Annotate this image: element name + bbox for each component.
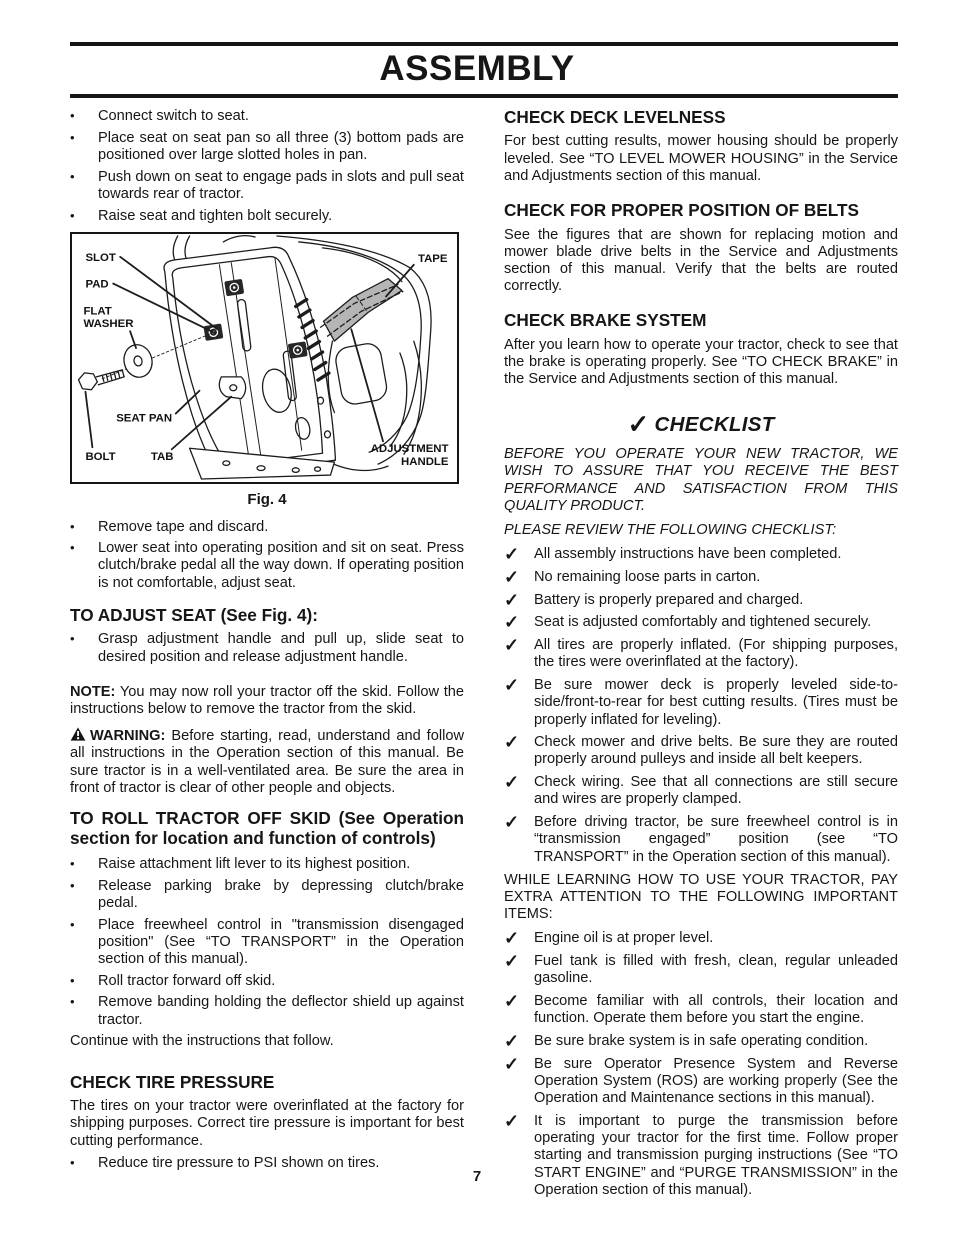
figure-label-pad: PAD	[85, 278, 109, 291]
left-column	[70, 108, 464, 1176]
header-rule-top	[70, 42, 898, 46]
check-icon: ✓	[627, 408, 650, 439]
header-rule-bottom	[70, 94, 898, 98]
seat-install-steps	[70, 108, 464, 225]
list-item-text: Raise attachment lift lever to its highest position.	[98, 855, 411, 872]
heading-roll-off-skid: TO ROLL TRACTOR OFF SKID (See Operation section for location and function of controls)	[70, 808, 464, 848]
checklist-item	[504, 589, 898, 610]
checklist-item-text: Be sure brake system is in safe operating condition.	[534, 1033, 869, 1050]
warning-icon	[70, 727, 86, 741]
list-item-text: Connect switch to seat.	[98, 108, 249, 124]
note-paragraph	[70, 684, 464, 718]
checklist-item	[504, 566, 898, 587]
checklist-title	[504, 409, 898, 440]
check-icon: ✓	[504, 772, 520, 793]
checklist-item-text: Engine oil is at proper level.	[534, 930, 714, 947]
checklist-item	[504, 814, 898, 866]
checklist-items-2	[504, 930, 898, 1199]
figure-caption: Fig. 4	[247, 490, 287, 508]
bullet-icon: •	[70, 855, 75, 871]
checklist-intro: BEFORE YOU OPERATE YOUR NEW TRACTOR, WE WISH TO ASSURE THAT YOU RECEIVE THE BEST PERFORMANCE AND SATISFACTION FROM THIS QUALITY PRODUCT.	[504, 446, 898, 514]
list-item	[70, 108, 464, 125]
list-item-text: Raise seat and tighten bolt securely.	[98, 207, 333, 224]
list-item	[70, 540, 464, 592]
checklist-item	[504, 1110, 898, 1199]
checklist-item	[504, 953, 898, 987]
list-item-text: Roll tractor forward off skid.	[98, 972, 276, 989]
list-item	[70, 994, 464, 1028]
bullet-icon: •	[70, 631, 75, 647]
bullet-icon: •	[70, 518, 75, 534]
page-number: 7	[472, 1168, 482, 1185]
figure-4-illustration	[70, 232, 459, 484]
heading-check-belts: CHECK FOR PROPER POSITION OF BELTS	[504, 200, 859, 221]
seat-lower-steps	[70, 519, 464, 592]
check-icon: ✓	[504, 1110, 520, 1131]
check-icon: ✓	[504, 991, 520, 1012]
checklist-item-text: Seat is adjusted comfortably and tightened securely.	[534, 614, 872, 631]
checklist-item-text: Be sure Operator Presence System and Reverse Operation System (ROS) are working properly (See the Operation and Maintenance sections in this manual).	[534, 1055, 898, 1107]
right-column	[504, 108, 898, 1204]
checklist-item	[504, 546, 898, 563]
list-item-text: Grasp adjustment handle and pull up, slide seat to desired position and release adjustment handle.	[98, 631, 464, 665]
checklist-item	[504, 774, 898, 808]
note-label: NOTE:	[70, 683, 116, 700]
checklist-item	[504, 993, 898, 1027]
checklist-item	[504, 637, 898, 671]
list-item-text: Place freewheel control in "transmission disengaged position" (See “TO TRANSPORT” in the Operation section of this manual).	[98, 916, 464, 968]
figure-4	[70, 232, 464, 509]
figure-label-flat-washer-2: WASHER	[83, 318, 134, 331]
check-icon: ✓	[504, 544, 520, 565]
bullet-icon: •	[70, 168, 75, 184]
deck-levelness-body: For best cutting results, mower housing should be properly leveled. See “TO LEVEL MOWER HOUSING” in the Service and Adjustments section of this manual.	[504, 133, 898, 184]
checklist-item-text: Fuel tank is filled with fresh, clean, regular unleaded gasoline.	[534, 953, 898, 987]
bullet-icon: •	[70, 108, 75, 123]
list-item-text: Push down on seat to engage pads in slots and pull seat towards rear of tractor.	[98, 168, 464, 202]
checklist-item-text: Be sure mower deck is properly leveled side-to-side/front-to-rear for best cutting results. (Tires must be properly inflated for leveling).	[534, 677, 898, 728]
checklist-item-text: Check mower and drive belts. Be sure they are routed properly around pulleys and inside all belt keepers.	[534, 734, 898, 768]
check-icon: ✓	[504, 732, 520, 753]
figure-label-seat-pan: SEAT PAN	[116, 412, 173, 425]
list-item	[70, 856, 464, 873]
checklist-item-text: It is important to purge the transmission before operating your tractor for the first time. Follow proper starting and transmission purging instructions (See “TO START ENGINE” and “PURGE TRANSMISSION” in the Operation section of this manual).	[534, 1112, 898, 1198]
figure-label-adjustment-2: HANDLE	[401, 455, 449, 468]
heading-check-deck-levelness: CHECK DECK LEVELNESS	[504, 107, 726, 127]
checklist-heading-text: CHECKLIST	[654, 412, 775, 436]
bullet-icon: •	[70, 129, 75, 145]
check-icon: ✓	[504, 612, 520, 633]
roll-off-skid-steps	[70, 856, 464, 1029]
tire-pressure-body: The tires on your tractor were overinflated at the factory for shipping purposes. Correct tire pressure is important for best cutting performance.	[70, 1098, 464, 1149]
warning-label: WARNING:	[90, 728, 166, 745]
checklist-item-text: All assembly instructions have been completed.	[534, 546, 842, 563]
checklist-item	[504, 614, 898, 631]
seat-assembly-diagram	[72, 234, 457, 482]
check-icon: ✓	[504, 1053, 520, 1074]
checklist-mid-note: WHILE LEARNING HOW TO USE YOUR TRACTOR, PAY EXTRA ATTENTION TO THE FOLLOWING IMPORTANT ITEMS:	[504, 871, 898, 923]
check-icon: ✓	[504, 928, 520, 949]
list-item-text: Remove banding holding the deflector shield up against tractor.	[98, 994, 464, 1028]
bullet-icon: •	[70, 877, 75, 893]
bullet-icon: •	[70, 972, 75, 988]
check-icon: ✓	[504, 812, 520, 833]
checklist-item	[504, 1033, 898, 1050]
checklist-item	[504, 734, 898, 768]
checklist-item-text: Become familiar with all controls, their location and function. Operate them before you start the engine.	[534, 993, 898, 1027]
list-item-text: Remove tape and discard.	[98, 518, 269, 535]
check-icon: ✓	[504, 589, 520, 610]
warning-paragraph	[70, 727, 464, 797]
list-item	[70, 631, 464, 665]
list-item	[70, 130, 464, 164]
checklist-review-line: PLEASE REVIEW THE FOLLOWING CHECKLIST:	[504, 522, 837, 539]
checklist-item-text: All tires are properly inflated. (For shipping purposes, the tires were overinflated at the factory).	[534, 637, 898, 671]
page-title: ASSEMBLY	[379, 49, 575, 88]
figure-label-tab: TAB	[150, 450, 174, 463]
figure-label-tape: TAPE	[417, 252, 448, 265]
continue-text: Continue with the instructions that follow.	[70, 1033, 334, 1050]
figure-label-slot: SLOT	[85, 251, 116, 264]
belts-body: See the figures that are shown for replacing motion and mower blade drive belts in the Service and Adjustments section of this manual. Verify that the belts are routed correctly.	[504, 226, 898, 295]
brake-body: After you learn how to operate your tractor, check to see that the brake is operating properly. See “TO CHECK BRAKE” in the Service and Adjustments section of this manual.	[504, 336, 898, 388]
heading-check-brake: CHECK BRAKE SYSTEM	[504, 310, 707, 331]
check-icon: ✓	[504, 566, 520, 587]
note-text: You may now roll your tractor off the skid. Follow the instructions below to remove the tractor from the skid.	[70, 683, 465, 717]
list-item-text: Reduce tire pressure to PSI shown on tires.	[98, 1154, 380, 1171]
checklist-item	[504, 677, 898, 729]
checklist-items	[504, 546, 898, 866]
list-item-text: Release parking brake by depressing clutch/brake pedal.	[98, 877, 464, 911]
checklist-item	[504, 930, 898, 947]
list-item-text: Lower seat into operating position and sit on seat. Press clutch/brake pedal all the way down. If operating position is not comfortable, adjust seat.	[98, 540, 464, 591]
list-item	[70, 917, 464, 969]
checklist-item-text: Battery is properly prepared and charged.	[534, 591, 804, 608]
checklist-item	[504, 1053, 898, 1108]
list-item	[70, 878, 464, 912]
bullet-icon: •	[70, 207, 75, 223]
figure-label-flat-washer-1: FLAT	[83, 305, 112, 318]
list-item	[70, 519, 464, 536]
bullet-icon: •	[70, 916, 75, 932]
bullet-icon: •	[70, 1154, 75, 1170]
check-icon: ✓	[504, 675, 520, 696]
heading-adjust-seat: TO ADJUST SEAT (See Fig. 4):	[70, 604, 318, 625]
figure-label-bolt: BOLT	[85, 450, 116, 463]
check-icon: ✓	[504, 635, 520, 656]
list-item	[70, 208, 464, 225]
bullet-icon: •	[70, 540, 75, 556]
list-item	[70, 973, 464, 990]
check-icon: ✓	[504, 1031, 520, 1052]
check-icon: ✓	[504, 951, 520, 972]
figure-label-adjustment-1: ADJUSTMENT	[370, 443, 449, 456]
warning-text: Before starting, read, understand and follow all instructions in the Operation section of this manual. Be sure tractor is in a well-ventilated area. Be sure the area in front of tractor is clear of other people and objects.	[70, 728, 464, 796]
list-item	[70, 169, 464, 203]
checklist-item-text: No remaining loose parts in carton.	[534, 568, 761, 585]
checklist-item-text: Check wiring. See that all connections are still secure and wires are properly clamped.	[534, 774, 898, 808]
checklist-item-text: Before driving tractor, be sure freewheel control is in “transmission engaged” position (see “TO TRANSPORT” in the Operation section of this manual).	[534, 814, 898, 865]
heading-check-tire-pressure: CHECK TIRE PRESSURE	[70, 1071, 275, 1092]
list-item-text: Place seat on seat pan so all three (3) bottom pads are positioned over large slotted holes in pan.	[98, 129, 464, 163]
bullet-icon: •	[70, 994, 75, 1010]
